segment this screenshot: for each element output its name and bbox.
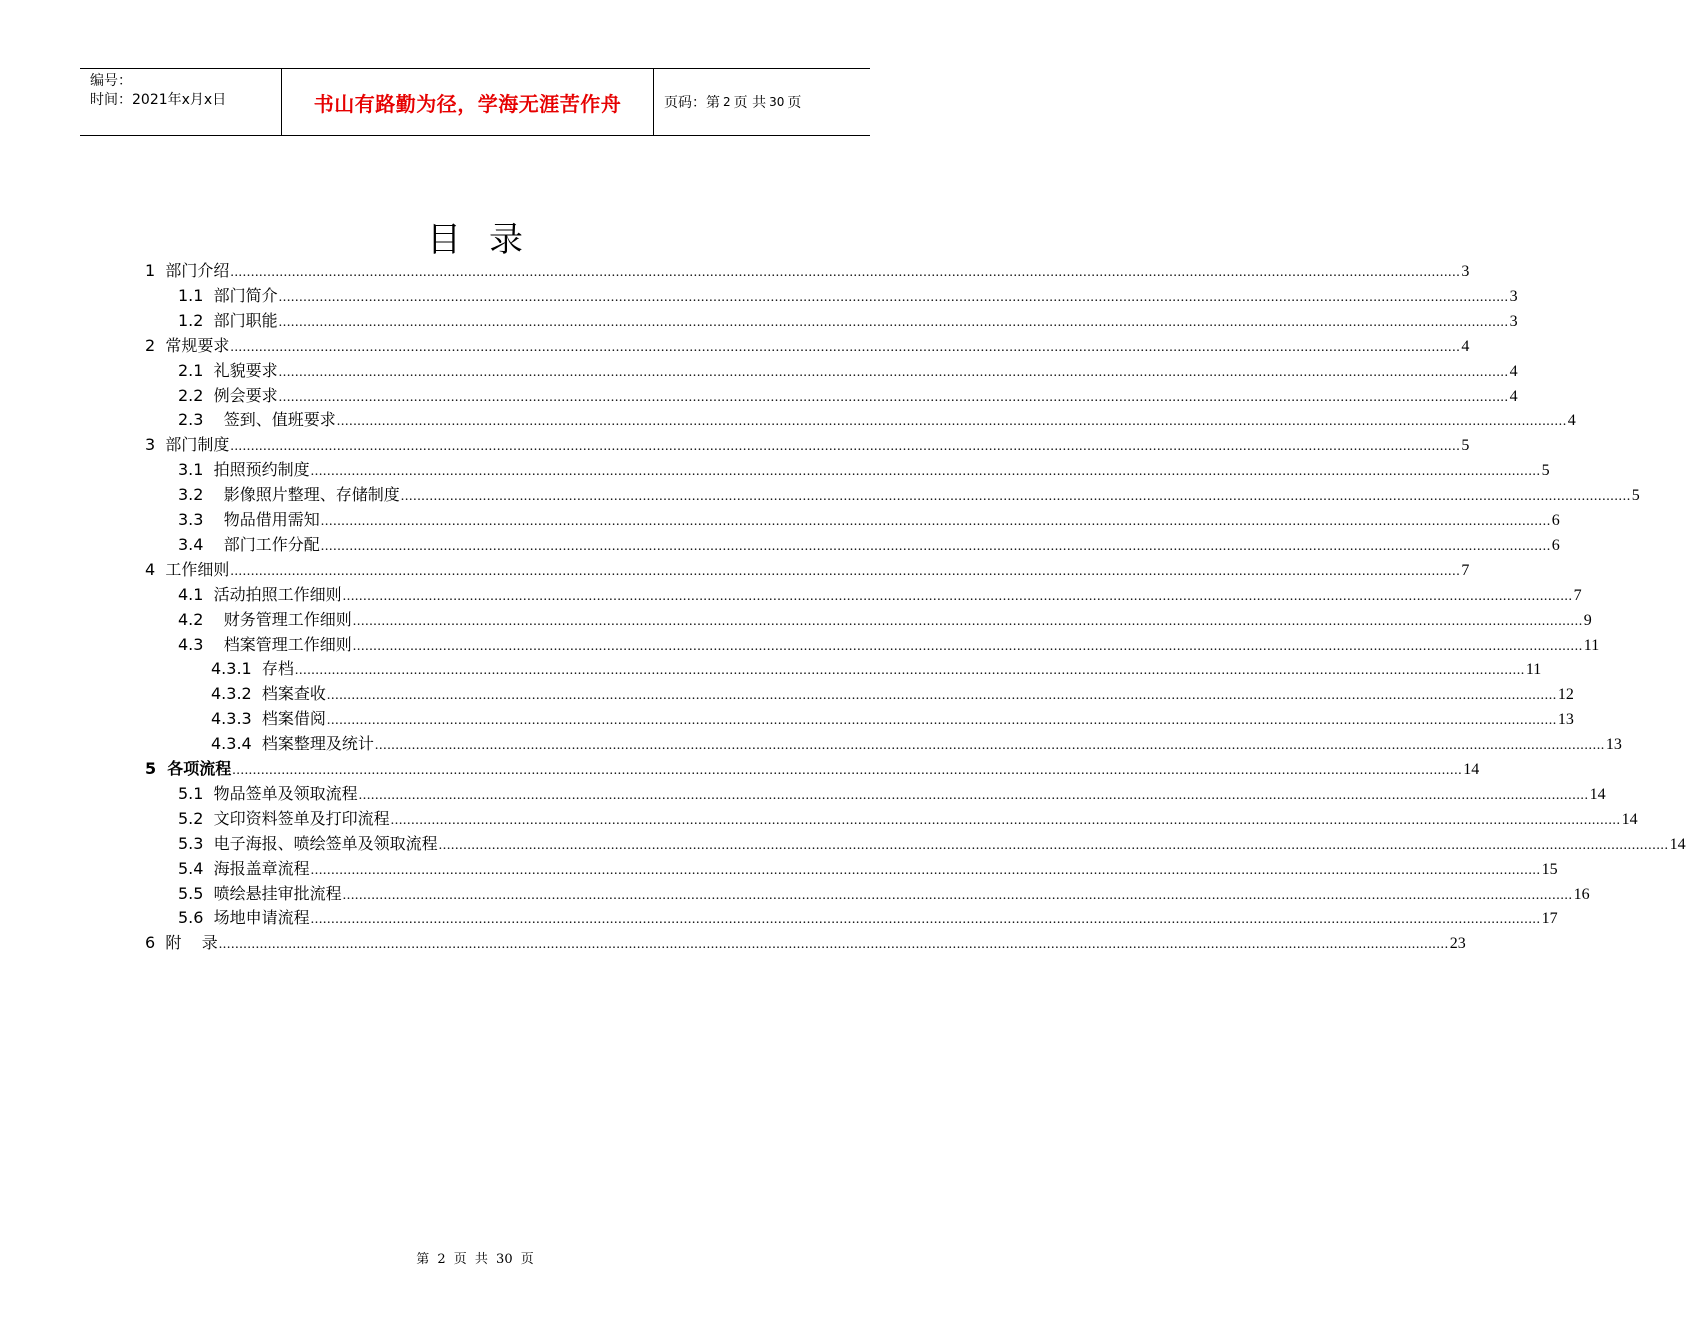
toc-leader-dots: ............................................................................................................................................................................................................................................................................................................ <box>320 538 1551 554</box>
header-meta <box>80 69 282 135</box>
toc-entry-label: 5.2 文印资料签单及打印流程 <box>178 808 390 828</box>
toc-entry-page: 7 <box>1573 586 1582 604</box>
toc-entry-label: 1.1 部门简介 <box>178 285 278 305</box>
toc-leader-dots: ............................................................................................................................................................................................................................................................................................................ <box>218 937 1449 953</box>
toc-entry[interactable] <box>178 632 1600 657</box>
toc-entry-page: 14 <box>1589 785 1606 803</box>
toc-leader-dots: ............................................................................................................................................................................................................................................................................................................ <box>326 713 1557 729</box>
toc-entry-label: 3.3 物品借用需知 <box>178 510 320 529</box>
page-header <box>80 68 870 136</box>
toc-entry-label: 1.2 部门职能 <box>178 310 278 330</box>
toc-entry-label: 4.1 活动拍照工作细则 <box>178 584 342 604</box>
toc-entry-page: 6 <box>1551 512 1560 529</box>
toc-entry-label: 3 部门制度 <box>145 435 230 455</box>
toc-entry[interactable] <box>145 258 1470 283</box>
toc-entry[interactable] <box>178 283 1518 308</box>
toc-entry[interactable] <box>178 582 1582 607</box>
toc-entry-label: 5.6 场地申请流程 <box>178 908 310 928</box>
toc-entry[interactable] <box>178 457 1550 482</box>
toc-leader-dots: ............................................................................................................................................................................................................................................................................................................ <box>278 389 1509 405</box>
toc-entry-page: 14 <box>1669 835 1686 853</box>
toc-entry-label: 4.3.4 档案整理及统计 <box>211 734 374 754</box>
toc-entry-label: 1 部门介绍 <box>145 261 230 280</box>
toc-entry-page: 16 <box>1573 885 1590 903</box>
toc-entry-page: 5 <box>1541 462 1550 480</box>
toc-entry-page: 12 <box>1557 686 1574 704</box>
toc-leader-dots: ............................................................................................................................................................................................................................................................................................................ <box>400 489 1631 505</box>
toc-entry-page: 4 <box>1509 362 1518 380</box>
toc-leader-dots: ............................................................................................................................................................................................................................................................................................................ <box>390 812 1621 828</box>
toc-entry-page: 7 <box>1461 561 1470 579</box>
toc-entry[interactable] <box>178 781 1606 806</box>
toc-leader-dots: ............................................................................................................................................................................................................................................................................................................ <box>230 563 1461 579</box>
toc-entry-label: 5.1 物品签单及领取流程 <box>178 783 358 803</box>
toc-leader-dots: ............................................................................................................................................................................................................................................................................................................ <box>310 862 1541 878</box>
toc-entry[interactable] <box>178 358 1518 383</box>
toc-entry-label: 4.3.2 档案查收 <box>211 684 326 704</box>
toc-entry[interactable] <box>145 557 1470 582</box>
toc-entry-page: 4 <box>1461 337 1470 355</box>
toc-entry-page: 14 <box>1621 810 1638 828</box>
toc-entry[interactable] <box>178 607 1592 632</box>
toc-leader-dots: ............................................................................................................................................................................................................................................................................................................ <box>352 613 1583 629</box>
toc-entry-label: 4.2 财务管理工作细则 <box>178 609 352 629</box>
toc-entry-page: 4 <box>1509 387 1518 405</box>
toc-leader-dots: ............................................................................................................................................................................................................................................................................................................ <box>336 414 1567 430</box>
toc-entry[interactable] <box>178 407 1576 432</box>
page-total: 30 <box>769 95 785 109</box>
header-page-number <box>654 69 870 135</box>
header-motto: 书山有路勤为径，学海无涯苦作舟 <box>282 69 654 135</box>
toc-leader-dots: ............................................................................................................................................................................................................................................................................................................ <box>278 364 1509 380</box>
toc-entry[interactable] <box>178 856 1558 881</box>
page-current: 2 <box>723 95 731 109</box>
toc-entry-label: 2.3 签到、值班要求 <box>178 410 336 430</box>
toc-entry-page: 11 <box>1583 636 1600 654</box>
toc-leader-dots: ............................................................................................................................................................................................................................................................................................................ <box>438 837 1669 853</box>
toc-entry-label: 2 常规要求 <box>145 335 230 355</box>
toc-entry-label: 3.1 拍照预约制度 <box>178 460 310 480</box>
toc-leader-dots: ............................................................................................................................................................................................................................................................................................................ <box>326 688 1557 704</box>
toc-entry-page: 11 <box>1525 661 1542 679</box>
toc-entry-page: 23 <box>1449 935 1466 953</box>
toc-entry[interactable] <box>178 806 1638 831</box>
toc-entry[interactable] <box>211 681 1574 706</box>
toc-entry[interactable] <box>178 308 1518 333</box>
toc-leader-dots: ............................................................................................................................................................................................................................................................................................................ <box>342 588 1573 604</box>
toc-entry-page: 13 <box>1605 736 1622 754</box>
page-footer: 第 2 页 共 30 页 <box>416 1252 534 1267</box>
toc-entry-label: 3.2 影像照片整理、存储制度 <box>178 485 400 505</box>
toc-entry-page: 17 <box>1541 910 1558 928</box>
toc-entry-label: 5.3 电子海报、喷绘签单及领取流程 <box>178 833 438 853</box>
code-label: 编号： <box>90 73 132 89</box>
toc-entry-label: 3.4 部门工作分配 <box>178 534 320 554</box>
toc-entry-page: 5 <box>1631 487 1640 505</box>
toc-title: 目录 <box>427 220 551 260</box>
toc-entry[interactable] <box>178 532 1560 557</box>
toc-entry-page: 3 <box>1509 287 1518 305</box>
toc-entry-page: 5 <box>1461 437 1470 455</box>
toc-entry[interactable] <box>211 706 1574 731</box>
toc-entry-page: 14 <box>1463 761 1480 778</box>
toc-entry[interactable] <box>178 507 1560 532</box>
toc-leader-dots: ............................................................................................................................................................................................................................................................................................................ <box>230 265 1461 280</box>
toc-entry-page: 9 <box>1583 611 1592 629</box>
toc-leader-dots: ............................................................................................................................................................................................................................................................................................................ <box>310 912 1541 928</box>
toc-entry[interactable] <box>211 731 1622 756</box>
toc-leader-dots: ............................................................................................................................................................................................................................................................................................................ <box>374 738 1605 754</box>
toc-entry-page: 3 <box>1509 312 1518 330</box>
toc-leader-dots: ............................................................................................................................................................................................................................................................................................................ <box>358 787 1589 803</box>
toc-entry[interactable] <box>178 881 1590 906</box>
toc-entry-label: 4.3 档案管理工作细则 <box>178 634 352 654</box>
toc-entry[interactable] <box>145 432 1470 457</box>
toc-entry-page: 6 <box>1551 536 1560 554</box>
toc-leader-dots: ............................................................................................................................................................................................................................................................................................................ <box>352 638 1583 654</box>
toc-leader-dots: ............................................................................................................................................................................................................................................................................................................ <box>342 887 1573 903</box>
toc-entry-label: 4 工作细则 <box>145 559 230 579</box>
toc-entry[interactable] <box>145 756 1480 781</box>
toc-leader-dots: ............................................................................................................................................................................................................................................................................................................ <box>310 464 1541 480</box>
toc-entry-label: 6 附 录 <box>145 933 218 953</box>
toc-leader-dots: ............................................................................................................................................................................................................................................................................................................ <box>230 439 1461 455</box>
toc-entry-page: 13 <box>1557 711 1574 729</box>
toc-entry[interactable] <box>178 383 1518 408</box>
time-label: 时间：2021年x月x日 <box>90 92 227 108</box>
toc-entry-label: 5 各项流程 <box>145 759 232 778</box>
toc-entry[interactable] <box>211 656 1542 681</box>
toc-leader-dots: ............................................................................................................................................................................................................................................................................................................ <box>294 663 1525 679</box>
toc-leader-dots: ............................................................................................................................................................................................................................................................................................................ <box>230 339 1461 355</box>
toc-entry-label: 4.3.3 档案借阅 <box>211 709 326 729</box>
page-mid: 页 共 <box>733 95 767 111</box>
toc-entry[interactable] <box>145 333 1470 358</box>
toc-entry[interactable] <box>178 482 1640 507</box>
toc-entry-page: 3 <box>1461 263 1470 280</box>
toc-entry-page: 4 <box>1567 412 1576 430</box>
page-prefix: 页码：第 <box>664 95 720 111</box>
toc-leader-dots: ............................................................................................................................................................................................................................................................................................................ <box>278 289 1509 305</box>
toc-leader-dots: ............................................................................................................................................................................................................................................................................................................ <box>278 314 1509 330</box>
toc-entry-label: 5.4 海报盖章流程 <box>178 858 310 878</box>
page-suffix: 页 <box>787 95 802 111</box>
toc-entry-label: 2.1 礼貌要求 <box>178 360 278 380</box>
toc-leader-dots: ............................................................................................................................................................................................................................................................................................................ <box>232 763 1463 778</box>
toc-entry-label: 2.2 例会要求 <box>178 385 278 405</box>
toc-entry[interactable] <box>178 905 1558 930</box>
toc-entry[interactable] <box>178 831 1686 856</box>
toc-entry[interactable] <box>145 930 1466 955</box>
toc-entry-page: 15 <box>1541 860 1558 878</box>
toc-leader-dots: ............................................................................................................................................................................................................................................................................................................ <box>320 514 1551 529</box>
toc-entry-label: 5.5 喷绘悬挂审批流程 <box>178 883 342 903</box>
toc-entry-label: 4.3.1 存档 <box>211 659 294 679</box>
